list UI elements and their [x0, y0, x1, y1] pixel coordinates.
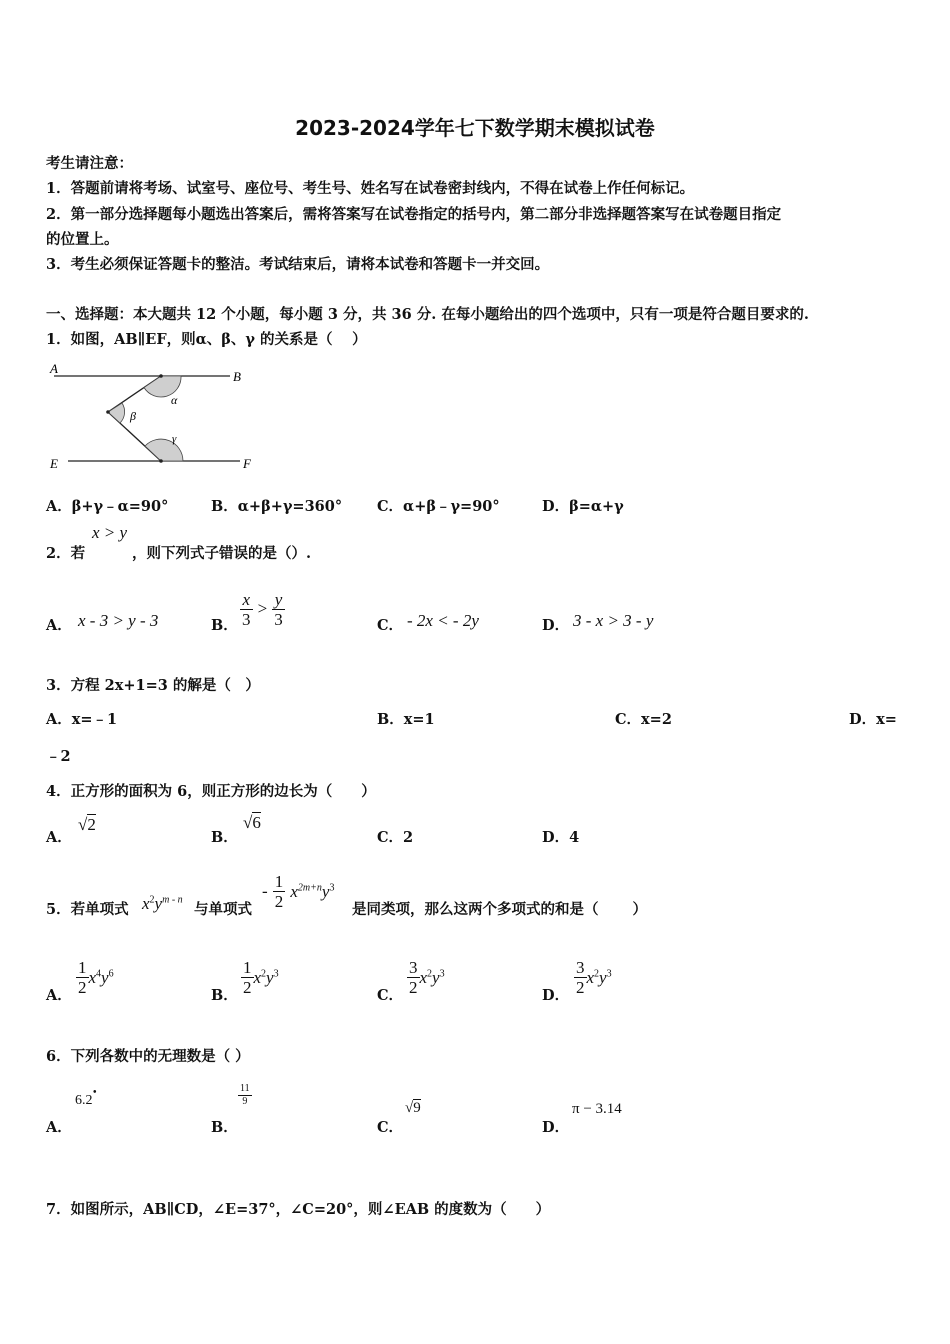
- q2-b-num1: x: [240, 590, 253, 610]
- q1-option-c[interactable]: C．α+β﹣γ=90°: [377, 498, 500, 515]
- notice-heading: 考生请注意：: [46, 155, 133, 172]
- q6-label-b[interactable]: B．: [211, 1119, 238, 1136]
- q4-option-a[interactable]: √2: [78, 815, 96, 834]
- q2-label-a[interactable]: A．: [46, 617, 72, 634]
- q5-label-a[interactable]: A．: [46, 987, 72, 1004]
- q6-label-c[interactable]: C．: [377, 1119, 404, 1136]
- label-alpha: α: [171, 393, 178, 407]
- q5-option-d[interactable]: $\frac{3}{2}$ $x^2y^3$: [576, 958, 612, 997]
- q5-option-a[interactable]: $\frac{1}{2}$ $x^4y^6$: [78, 958, 114, 997]
- label-f: F: [243, 456, 251, 471]
- q6-stem: 6．下列各数中的无理数是（ ）: [46, 1048, 250, 1065]
- q2-option-c[interactable]: - 2x < - 2y: [407, 611, 479, 630]
- label-beta: β: [130, 409, 136, 423]
- q5-option-c[interactable]: $\frac{3}{2}$ $x^2y^3$: [409, 958, 445, 997]
- q3-option-b[interactable]: B．x=1: [377, 711, 435, 728]
- q4-label-a[interactable]: A．: [46, 829, 72, 846]
- q5-label-b[interactable]: B．: [211, 987, 238, 1004]
- q3-option-a[interactable]: A．x=﹣1: [46, 711, 118, 728]
- q3-option-d-cont: ﹣2: [46, 748, 71, 765]
- q5-mid: 与单项式: [194, 901, 252, 918]
- q4-stem: 4．正方形的面积为 6，则正方形的边长为（ ）: [46, 783, 376, 800]
- q1-option-a[interactable]: A．β+γ﹣α=90°: [46, 498, 169, 515]
- q3-option-d[interactable]: D．x=: [849, 711, 897, 728]
- q1-option-b[interactable]: B．α+β+γ=360°: [211, 498, 343, 515]
- q5-monomial-1: $x^2y^{m - n}$: [142, 894, 183, 913]
- notice-item-2: 2．第一部分选择题每小题选出答案后，需将答案写在试卷指定的括号内，第二部分非选择题答案写在试卷题目指定: [46, 206, 782, 223]
- q2-label-d[interactable]: D．: [542, 617, 570, 634]
- q6-label-a[interactable]: A．: [46, 1119, 72, 1136]
- q4-option-c[interactable]: C．2: [377, 829, 414, 846]
- q2-b-op: >: [257, 599, 268, 618]
- q6-option-c[interactable]: √9: [405, 1100, 421, 1116]
- label-e: E: [50, 456, 58, 471]
- q2-b-den2: 3: [274, 610, 283, 629]
- label-gamma: γ: [172, 433, 177, 445]
- q5-suffix: 是同类项，那么这两个多项式的和是（ ）: [352, 901, 648, 918]
- q2-label-b[interactable]: B．: [211, 617, 238, 634]
- q4-option-b[interactable]: √6: [243, 813, 261, 832]
- notice-item-1: 1．答题前请将考场、试室号、座位号、考生号、姓名写在试卷密封线内，不得在试卷上作任何标记。: [46, 180, 695, 197]
- q2-stem-prefix: 2．若: [46, 545, 86, 562]
- q2-condition: x > y: [92, 523, 128, 542]
- q5-label-d[interactable]: D．: [542, 987, 570, 1004]
- q5-prefix: 5．若单项式: [46, 901, 129, 918]
- q4-label-b[interactable]: B．: [211, 829, 238, 846]
- q1-stem: 1．如图，AB∥EF，则α、β、γ 的关系是（ ）: [46, 331, 367, 348]
- q2-option-d[interactable]: 3 - x > 3 - y: [573, 611, 654, 630]
- q1-figure: [44, 360, 264, 472]
- q4-option-d[interactable]: D．4: [542, 829, 580, 846]
- q6-option-a[interactable]: 6.2 •: [75, 1087, 97, 1108]
- q4-a-radicand: 2: [87, 815, 96, 834]
- q2-option-b[interactable]: [240, 590, 285, 629]
- q6-option-b[interactable]: $\frac{11}{9}$: [240, 1083, 250, 1107]
- notice-item-3: 3．考生必须保证答题卡的整洁。考试结束后，请将本试卷和答题卡一并交回。: [46, 256, 550, 273]
- gamma-arc: [145, 439, 183, 461]
- q5-option-b[interactable]: $\frac{1}{2}$ $x^2y^3$: [243, 958, 279, 997]
- q2-b-num2: y: [272, 590, 285, 610]
- q5-monomial-2: - $\frac{1}{2}$ $x^{2m+n}y^3$: [262, 872, 335, 911]
- q4-b-radicand: 6: [252, 813, 261, 832]
- label-a: A: [50, 361, 58, 376]
- page-title: 2023-2024学年七下数学期末模拟试卷: [295, 116, 655, 140]
- q3-option-c[interactable]: C．x=2: [615, 711, 672, 728]
- q6-label-d[interactable]: D．: [542, 1119, 570, 1136]
- q5-label-c[interactable]: C．: [377, 987, 404, 1004]
- q1-option-d[interactable]: D．β=α+γ: [542, 498, 624, 515]
- q7-stem: 7．如图所示，AB∥CD，∠E=37°，∠C=20°，则∠EAB 的度数为（ ）: [46, 1201, 551, 1218]
- q6-c-radicand: 9: [413, 1100, 421, 1116]
- label-b: B: [233, 369, 241, 384]
- q3-stem: 3．方程 2x+1=3 的解是（ ）: [46, 677, 260, 694]
- q2-option-a[interactable]: x - 3 > y - 3: [78, 611, 159, 630]
- q6-option-d[interactable]: π − 3.14: [572, 1101, 622, 1117]
- notice-item-2-cont: 的位置上。: [46, 231, 119, 248]
- q2-stem-suffix: ，则下列式子错误的是（）.: [132, 545, 312, 562]
- q2-label-c[interactable]: C．: [377, 617, 404, 634]
- repeating-dot: •: [93, 1087, 97, 1098]
- q2-b-den1: 3: [242, 610, 251, 629]
- section-heading: 一、选择题：本大题共 12 个小题，每小题 3 分，共 36 分. 在每小题给出的四个选项中，只有一项是符合题目要求的.: [46, 306, 809, 323]
